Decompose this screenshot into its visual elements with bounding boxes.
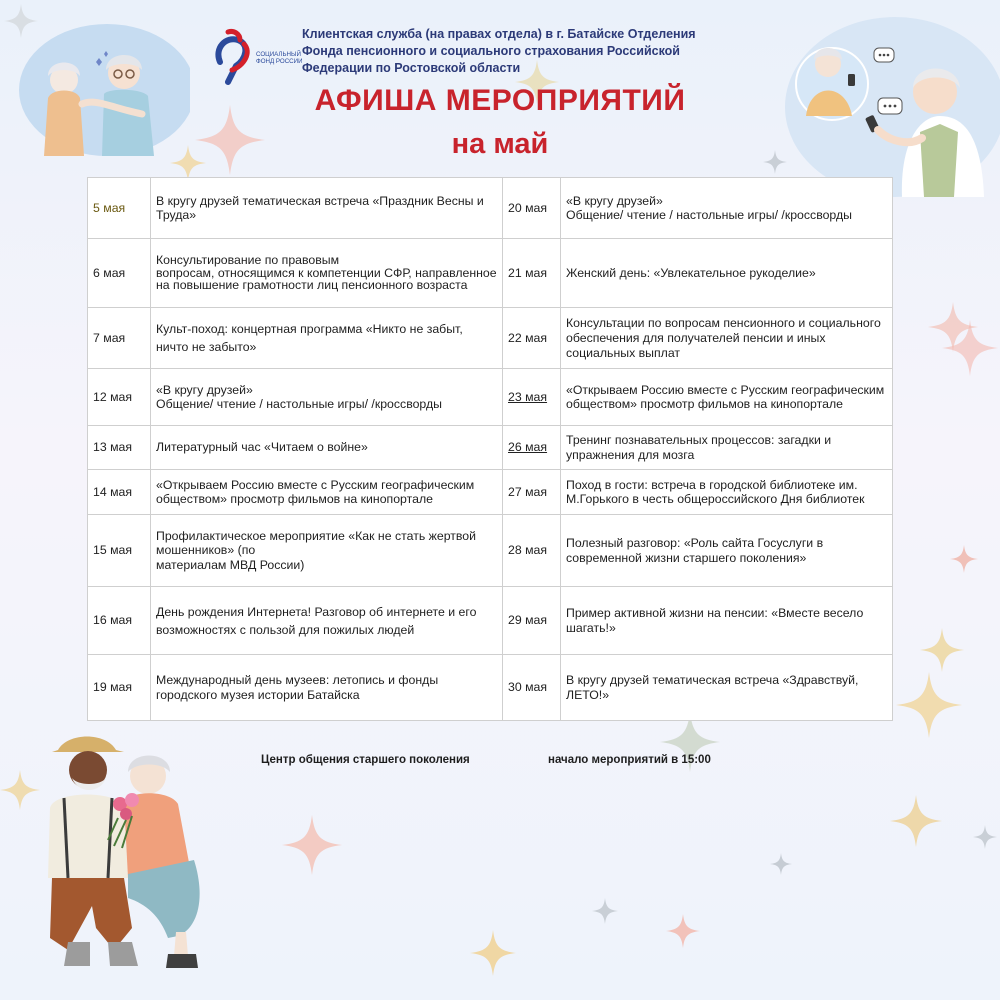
table-row — [88, 239, 893, 308]
table-row — [88, 655, 893, 721]
page-title: АФИША МЕРОПРИЯТИЙ — [314, 84, 686, 117]
event-description: Международный день музеев: летопись и фонды городского музея истории Батайска — [151, 655, 503, 721]
event-date: 27 мая — [503, 470, 561, 515]
event-date: 12 мая — [88, 369, 151, 426]
organization-name-line: Фонда пенсионного и социального страхования Российской — [302, 44, 680, 58]
table-row — [88, 426, 893, 470]
event-description: Профилактическое мероприятие «Как не стать жертвой мошенников» (по материалам МВД России) — [151, 515, 503, 587]
event-description: Консультирование по правовым вопросам, относящимся к компетенции СФР, направленное на повышение грамотности лиц пенсионного возраста — [151, 239, 503, 308]
event-description: Женский день: «Увлекательное рукоделие» — [561, 239, 893, 308]
start-time-label: начало мероприятий в 15:00 — [548, 754, 711, 766]
sparkle-star-icon — [282, 815, 342, 875]
event-date — [503, 369, 561, 426]
sparkle-star-icon — [896, 672, 962, 738]
event-description: Поход в гости: встреча в городской библиотеке им. М.Горького в честь общероссийского Дня библиотек — [561, 470, 893, 515]
dancing-couple-illustration — [12, 18, 190, 156]
table-row — [88, 178, 893, 239]
event-description: «В кругу друзей» Общение/ чтение / настольные игры/ /кроссворды — [561, 178, 893, 239]
table-row — [88, 515, 893, 587]
table-row — [88, 308, 893, 369]
sparkle-star-icon — [942, 320, 998, 376]
organization-name-line: Федерации по Ростовской области — [302, 61, 521, 75]
venue-label: Центр общения старшего поколения — [261, 754, 470, 766]
logo-text-line-1: СОЦИАЛЬНЫЙ — [256, 51, 301, 58]
sitting-couple-illustration — [28, 728, 228, 973]
table-row — [88, 470, 893, 515]
event-date: 16 мая — [88, 587, 151, 655]
event-description: День рождения Интернета! Разговор об интернете и его возможностях с пользой для пожилых людей — [151, 587, 503, 655]
sparkle-star-icon — [770, 853, 792, 875]
social-fund-logo — [210, 26, 302, 86]
sparkle-star-icon — [950, 545, 978, 573]
table-row — [88, 587, 893, 655]
social-fund-logo-icon — [210, 26, 302, 86]
event-date: 28 мая — [503, 515, 561, 587]
event-date: 6 мая — [88, 239, 151, 308]
event-description: «В кругу друзей» Общение/ чтение / настольные игры/ /кроссворды — [151, 369, 503, 426]
event-description: Полезный разговор: «Роль сайта Госуслуги в современной жизни старшего поколения» — [561, 515, 893, 587]
event-description: «Открываем Россию вместе с Русским географическим обществом» просмотр фильмов на кинопортале — [151, 470, 503, 515]
event-date: 29 мая — [503, 587, 561, 655]
event-date: 7 мая — [88, 308, 151, 369]
event-date: 5 мая — [88, 178, 151, 239]
sparkle-star-icon — [973, 825, 997, 849]
event-description: «Открываем Россию вместе с Русским географическим обществом» просмотр фильмов на кинопортале — [561, 369, 893, 426]
event-description: Консультации по вопросам пенсионного и социального обеспечения для получателей пенсии и иных социальных выплат — [561, 308, 893, 369]
organization-name — [302, 26, 722, 77]
sparkle-star-icon — [890, 795, 942, 847]
logo-text-line-2: ФОНД РОССИИ — [256, 58, 302, 65]
events-schedule-table — [87, 177, 893, 721]
sparkle-star-icon — [470, 930, 516, 976]
event-description: В кругу друзей тематическая встреча «Здравствуй, ЛЕТО!» — [561, 655, 893, 721]
organization-name-line: Клиентская служба (на правах отдела) в г. Батайске Отделения — [302, 27, 696, 41]
couple-with-phones-illustration — [770, 12, 1000, 197]
event-description: Тренинг познавательных процессов: загадки и упражнения для мозга — [561, 426, 893, 470]
event-date: 13 мая — [88, 426, 151, 470]
event-date: 30 мая — [503, 655, 561, 721]
event-date: 15 мая — [88, 515, 151, 587]
sparkle-star-icon — [592, 898, 618, 924]
event-description: Литературный час «Читаем о войне» — [151, 426, 503, 470]
event-date: 19 мая — [88, 655, 151, 721]
event-date: 14 мая — [88, 470, 151, 515]
sparkle-star-icon — [666, 914, 700, 948]
event-description: Культ-поход: концертная программа «Никто не забыт, ничто не забыто» — [151, 308, 503, 369]
event-description: В кругу друзей тематическая встреча «Праздник Весны и Труда» — [151, 178, 503, 239]
event-date-text: 26 мая — [508, 440, 548, 455]
event-description: Пример активной жизни на пенсии: «Вместе весело шагать!» — [561, 587, 893, 655]
event-date: 22 мая — [503, 308, 561, 369]
event-date: 21 мая — [503, 239, 561, 308]
event-date-text: 23 мая — [508, 389, 548, 404]
event-date: 20 мая — [503, 178, 561, 239]
table-row — [88, 369, 893, 426]
event-date — [503, 426, 561, 470]
page-subtitle: на май — [451, 128, 549, 160]
sparkle-star-icon — [920, 628, 964, 672]
